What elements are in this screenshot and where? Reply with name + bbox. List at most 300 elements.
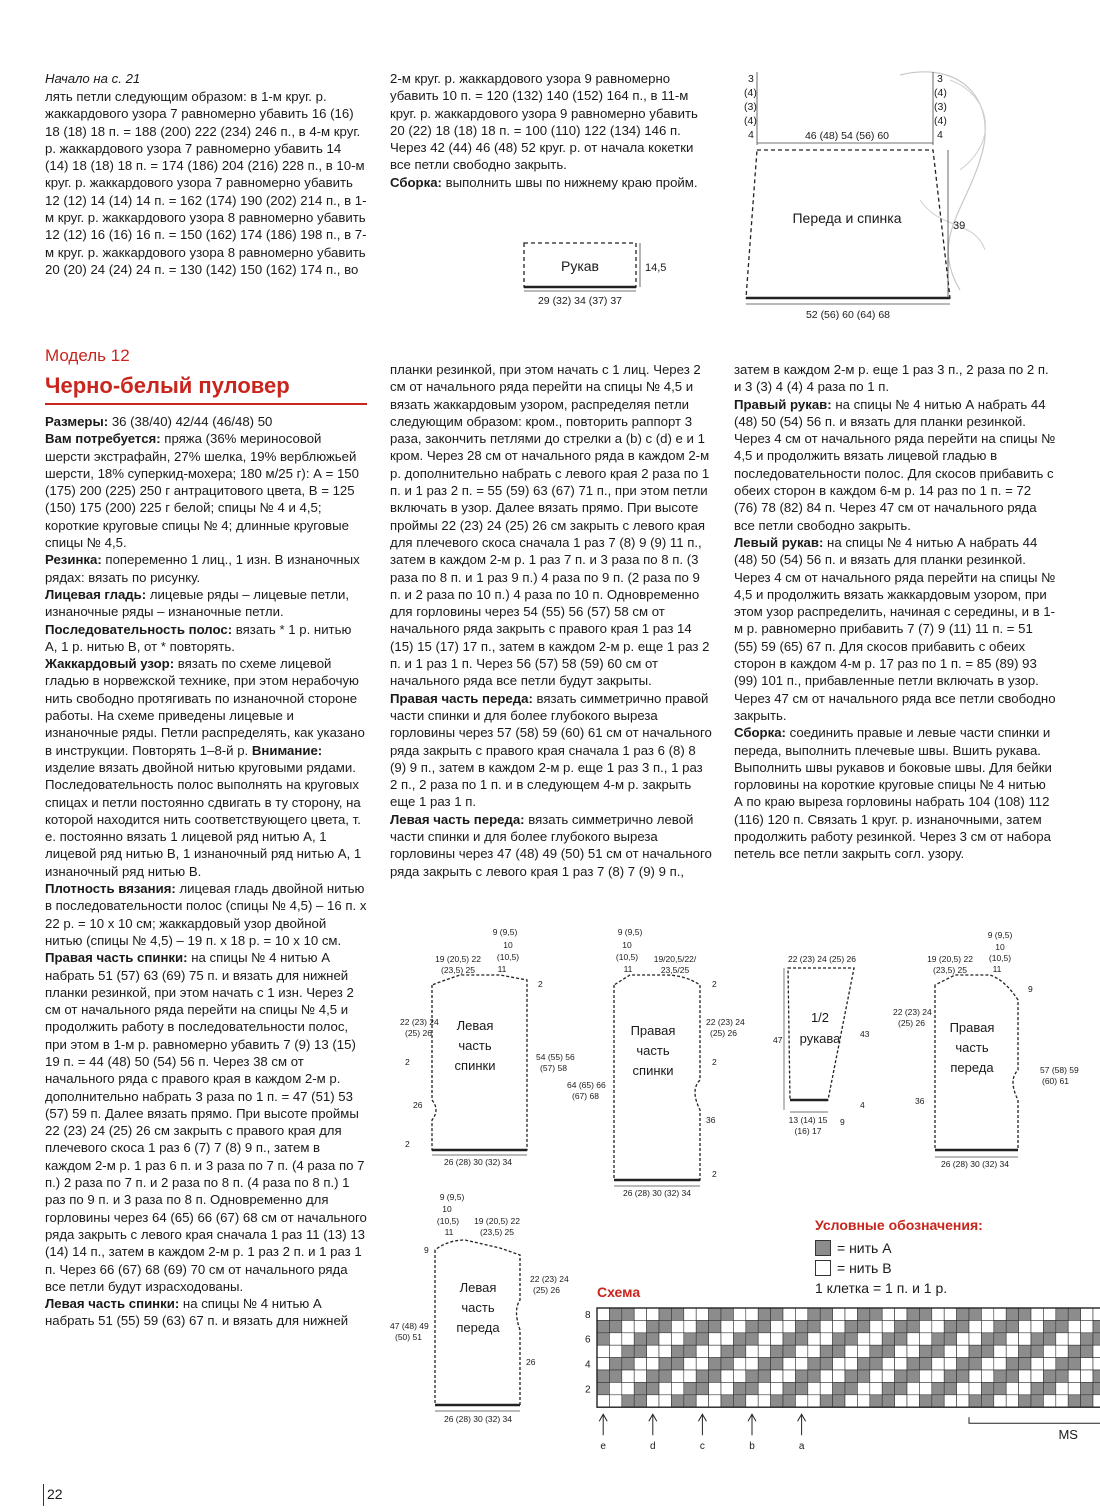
schema-cell [919,1382,931,1394]
schema-cell [957,1358,969,1370]
schema-cell [1031,1358,1043,1370]
schema-cell [1093,1370,1100,1382]
schema-cell [857,1333,869,1345]
schema-cell [857,1308,869,1320]
schema-cell [907,1320,919,1332]
schema-cell [919,1308,931,1320]
schema-arrow-label: c [699,1441,705,1453]
schema-cell [696,1395,708,1407]
svg-text:9: 9 [840,1117,845,1127]
schema-cell [932,1308,944,1320]
schema-cell [795,1395,807,1407]
schema-cell [820,1358,832,1370]
schema-cell [771,1308,783,1320]
svg-text:2: 2 [405,1057,410,1067]
schema-cell [1031,1382,1043,1394]
svg-text:4: 4 [860,1100,865,1110]
schema-cell [833,1345,845,1357]
schema-cell [709,1395,721,1407]
svg-text:23,5/25: 23,5/25 [660,965,690,975]
schema-cell [994,1320,1006,1332]
schema-cell [1006,1382,1018,1394]
schema-cell [944,1333,956,1345]
svg-text:47 (48) 49: 47 (48) 49 [390,1321,429,1331]
schema-cell [721,1370,733,1382]
column-3: затем в каждом 2-м р. еще 1 раз 3 п., 2 раза по 2 п. и 3 (3) 4 (4) 4 раза по 1 п. Правый рукав: на спицы № 4 нитью А набрать 44 (48) 50 (54) 56 п. и вязать для планки резинкой. Через 4 см от начального ряда перейти на спицы № 4,5 и продолжить вязать лицевой гладью в последовательности полос. Для скосов прибавить с обеих сторон в каждом 6-м р. 14 раз по 1 п. = 72 (76) 78 (82) 84 п. Через 47 см от начального ряда все петли свободно закрыть. Левый рукав: на спицы № 4 нитью А набрать 44 (48) 50 (54) 56 п. и вязать для планки резинкой. Через 4 см от начального ряда перейти на спицы № 4,5 и продолжить вязать жаккардовым узором, при этом узор распределить, начиная с середины, и в 1-м р. равномерно прибавить 7 (7) 9 (11) 11 п. = 51 (55) 59 (65) 67 п. Для скосов прибавить с обеих сторон в каждом 4-м р. 17 раз по 1 п. = 85 (89) 93 (99) 101 п., прибавленные петли включать в узор. Через 47 см от начального ряда все петли свободно закрыть. Сборка: соединить правые и левые части спинки и переда, выполнить плечевые швы. Вшить рукава. Выполнить швы рукавов и боковые швы. Для бейки горловины на короткие круговые спицы № 4 нитью А по краю выреза горловины набрать 104 (108) 112 (116) 120 п. Связать 1 круг. р. изнаночными, затем продолжить работу резинкой. Через 3 см от набора петель все петли закрыть согл. узору. [734,362,1056,862]
schema-cell [969,1333,981,1345]
schema-cell [907,1382,919,1394]
schema-cell [795,1308,807,1320]
schema-cell [882,1382,894,1394]
schema-cell [622,1345,634,1357]
schema-cell [709,1320,721,1332]
svg-text:9: 9 [424,1245,429,1255]
schema-cell [981,1382,993,1394]
schema-cell [895,1333,907,1345]
svg-text:57 (58) 59: 57 (58) 59 [1040,1065,1079,1075]
schema-cell [820,1333,832,1345]
schema-cell [895,1370,907,1382]
schema-cell [795,1345,807,1357]
schema-cell [981,1358,993,1370]
schema-cell [969,1358,981,1370]
schema-cell [1006,1320,1018,1332]
schema-arrow-label: b [749,1441,755,1453]
schema-cell [981,1308,993,1320]
schema-cell [957,1345,969,1357]
schema-cell [721,1333,733,1345]
schema-cell [969,1382,981,1394]
schema-cell [820,1320,832,1332]
schema-cell [857,1345,869,1357]
schema-cell [1093,1382,1100,1394]
schema-cell [733,1320,745,1332]
schema-cell [1043,1345,1055,1357]
svg-text:Левая: Левая [459,1280,497,1295]
schema-cell [882,1333,894,1345]
schema-cell [783,1382,795,1394]
svg-text:36: 36 [706,1115,716,1125]
schema-cell [1093,1395,1100,1407]
schema-cell [1019,1333,1031,1345]
schema-cell [709,1370,721,1382]
schema-cell [1043,1382,1055,1394]
schema-cell [907,1308,919,1320]
schema-cell [622,1308,634,1320]
schema-arrow-label: e [600,1441,606,1453]
svg-text:26 (28) 30 (32) 34: 26 (28) 30 (32) 34 [622,1188,692,1198]
schema-cell [981,1320,993,1332]
schema-cell [647,1395,659,1407]
schema-cell [1056,1395,1068,1407]
schema-cell [845,1395,857,1407]
model-label: Модель 12 [45,346,130,365]
schema-cell [957,1308,969,1320]
svg-text:(60) 61: (60) 61 [1042,1076,1069,1086]
schema-cell [634,1370,646,1382]
schema-cell [659,1382,671,1394]
schema-cell [1081,1370,1093,1382]
schema-cell [1006,1333,1018,1345]
svg-text:(10,5): (10,5) [988,953,1012,963]
schema-cell [709,1308,721,1320]
svg-text:(10,5): (10,5) [615,952,639,962]
schema-cell [1031,1370,1043,1382]
schema-cell [895,1320,907,1332]
schema-cell [907,1345,919,1357]
svg-text:рукава: рукава [799,1031,841,1046]
svg-text:11: 11 [992,964,1002,974]
schema-cell [696,1370,708,1382]
schema-cell [1019,1370,1031,1382]
schema-cell [907,1333,919,1345]
schema-cell [1006,1358,1018,1370]
svg-text:26: 26 [526,1357,536,1367]
schema-cell [957,1382,969,1394]
schema-cell [771,1320,783,1332]
svg-text:(50) 51: (50) 51 [395,1332,422,1342]
schema-cell [733,1308,745,1320]
schema-cell [721,1395,733,1407]
svg-text:4: 4 [748,129,754,141]
schema-cell [820,1395,832,1407]
schema-cell [808,1370,820,1382]
schema-cell [882,1308,894,1320]
schema-cell [659,1370,671,1382]
schema-cell [783,1345,795,1357]
schema-cell [919,1370,931,1382]
svg-text:2: 2 [712,1057,717,1067]
schema-cell [634,1345,646,1357]
sleeve-label: Рукав [561,258,599,274]
schema-cell [671,1308,683,1320]
schema-cell [870,1382,882,1394]
schema-cell [696,1382,708,1394]
schema-cell [1068,1382,1080,1394]
svg-text:47: 47 [773,1035,783,1045]
schema-cell [1068,1345,1080,1357]
schema-cell [957,1333,969,1345]
schema-cell [857,1358,869,1370]
schema-ms-label: MS [1058,1427,1078,1443]
schema-cell [634,1358,646,1370]
schema-cell [1031,1320,1043,1332]
schema-cell [870,1308,882,1320]
schema-cell [597,1333,609,1345]
schema-cell [969,1395,981,1407]
schema-cell [609,1345,621,1357]
schema-cell [1081,1320,1093,1332]
schema-cell [1006,1370,1018,1382]
schema-ms-bracket [969,1417,1100,1423]
schema-cell [647,1333,659,1345]
svg-text:19 (20,5) 22: 19 (20,5) 22 [927,954,973,964]
svg-text:(4): (4) [934,87,947,99]
schema-cell [932,1395,944,1407]
schema-cell [733,1382,745,1394]
schema-cell [721,1308,733,1320]
schema-cell [659,1395,671,1407]
schema-cell [733,1358,745,1370]
continued-text-col1: лять петли следующим образом: в 1-м круг. р. жаккардового узора 7 равномерно убавить 16 (16) 18 (18) 18 п. = 188 (200) 222 (234) 246 п., в 4-м круг. р. жаккардового узора 7 равномерно убавить 14 (14) 18 (18) 18 п. = 174 (186) 204 (216) 228 п., в 10-м круг. р. жаккардового узора 7 равномерно убавить 12 (12) 14 (14) 14 п. = 162 (174) 190 (202) 214 п., в 1-м круг. р. жаккардового узора 8 равномерно убавить 12 (12) 16 (16) 16 п. = 150 (162) 174 (186) 198 п., в 7-м круг. р. жаккардового узора 8 равномерно убавить 20 (20) 24 (24) 24 п. = 130 (142) 150 (162) 174 п., во [45,89,367,277]
schema-cell [932,1382,944,1394]
schema-cell [597,1358,609,1370]
schema-cell [622,1395,634,1407]
schema-cell [833,1382,845,1394]
svg-text:9 (9,5): 9 (9,5) [492,927,518,937]
svg-text:3: 3 [748,73,754,85]
schema-cell [783,1333,795,1345]
schema-cell [994,1395,1006,1407]
schema-cell [1031,1333,1043,1345]
schema-cell [895,1308,907,1320]
sleeve-height: 14,5 [645,262,667,274]
schema-cell [659,1358,671,1370]
svg-text:часть: часть [636,1043,670,1058]
schema-cell [671,1370,683,1382]
schema-cell [771,1370,783,1382]
schema-cell [1093,1320,1100,1332]
svg-text:(25) 26: (25) 26 [533,1285,560,1295]
page-tick [43,1484,44,1506]
schema-cell [609,1358,621,1370]
schema-cell [671,1320,683,1332]
schema-cell [671,1333,683,1345]
schema-cell [634,1308,646,1320]
schema-cell [795,1382,807,1394]
schema-cell [1056,1358,1068,1370]
sleeve-width: 29 (32) 34 (37) 37 [537,295,623,307]
schema-cell [833,1308,845,1320]
schema-cell [684,1370,696,1382]
schema-cell [597,1308,609,1320]
schema-cell [981,1333,993,1345]
schema-cell [1019,1358,1031,1370]
legend-title: Условные обозначения: [815,1217,983,1233]
svg-text:(67) 68: (67) 68 [572,1091,599,1101]
schema-cell [919,1345,931,1357]
schema-cell [647,1345,659,1357]
schema-cell [609,1382,621,1394]
schema-cell [820,1308,832,1320]
schema-cell [895,1382,907,1394]
schema-cell [721,1320,733,1332]
schema-cell [833,1395,845,1407]
schema-cell [1043,1395,1055,1407]
schema-cell [597,1370,609,1382]
column-1: Размеры: 36 (38/40) 42/44 (46/48) 50 Вам потребуется: пряжа (36% мериносовой шерсти экстрафайн, 27% шелка, 19% верблюжьей шерсти, 18% суперкид-мохера; 180 м/25 г): А = 150 (175) 200 (225) 250 г антрацитового цвета, В = 125 (150) 175 (200) 225 г белой; спицы № 4 и 4,5; короткие круговые спицы № 4; длинные круговые спицы № 4,5. Резинка: попеременно 1 лиц., 1 изн. В изнаночных рядах: вязать по рисунку. Лицевая гладь: лицевые ряды – лицевые петли, изнаночные ряды – изнаночные петли. Последовательность полос: вязать * 1 р. нитью А, 1 р. нитью В, от * повторять. Жаккардовый узор: вязать по схеме лицевой гладью в норвежской технике, при этом нерабочую нить свободно протягивать по изнаночной стороне работы. На схеме приведены лицевые и изнаночные ряды. Петли распределять, как указано в инструкции. Повторять 1–8-й р. Внимание: изделие вязать двойной нитью круговыми рядами. Последовательность полос выполнять на круговых спицах и петли постоянно сдвигать в ту сторону, на которой находится нить соответствующего цвета, т. е. постоянно вязать 1 лицевой ряд нитью А, 1 лицевой ряд нитью В, 1 изнаночный ряд нитью А, 1 изнаночный ряд нитью В. Плотность вязания: лицевая гладь двойной нитью в последовательности полос (спицы № 4,5) – 16 п. х 22 р. = 10 х 10 см; жаккардовый узор двойной нитью (спицы № 4,5) – 19 п. х 18 р. = 10 х 10 см. Правая часть спинки: на спицы № 4 нитью А набрать 51 (57) 63 (69) 75 п. и вязать для нижней планки резинкой, при этом начать с 1 изн. Через 2 см от начального ряда перейти на спицы № 4,5 и продолжить работу в последовательности полос, при этом в 1-м р. равномерно убавить 7 (9) 13 (15) 19 п. = 44 (48) 50 (54) 56 п. Через 38 см от начального ряда с правого края в каждом 2-м р. дополнительно набрать 3 раза по 1 п. = 47 (51) 53 (57) 59 п. Далее вязать прямо. При высоте проймы 22 (23) 24 (25) 26 см закрыть с правого края для плечевого скоса 1 раз 6 (7) 7 (8) 9 п., затем в каждом 2-м р. 1 раз 6 п. и 3 раза по 7 п. (4 раза по 7 п.) 2 раза по 7 п. и 2 раза по 8 п. (4 раза по 8 п.) 1 раз по 9 п. и 3 раза по 8 п. Одновременно для горловины через 64 (65) 66 (67) 68 см от начального ряда закрыть с левого края сначала 1 раз 11 (13) 13 (14) 14 п., затем в каждом 2-м р. 1 раз 2 п. и 1 раз 1 п. Через 66 (67) 68 (69) 70 см от начального ряда все петли будут израсходованы. Левая часть спинки: на спицы № 4 нитью А набрать 51 (55) 59 (63) 67 п. и вязать для нижней [45,414,367,1329]
schema-cell [907,1358,919,1370]
schema-cell [808,1308,820,1320]
svg-text:10: 10 [995,942,1005,952]
schema-cell [684,1308,696,1320]
svg-text:спинки: спинки [454,1058,496,1073]
schema-cell [833,1333,845,1345]
schema-cell [696,1333,708,1345]
schema-cell [994,1370,1006,1382]
schema-cell [684,1358,696,1370]
schema-cell [609,1370,621,1382]
schema-cell [1043,1333,1055,1345]
continued-text-col2: 2-м круг. р. жаккардового узора 9 равномерно убавить 10 п. = 120 (132) 140 (152) 164 п., в 11-м круг. р. жаккардового узора 9 равномерно убавить 20 (22) 18 (18) 18 п. = 100 (110) 122 (134) 146 п. Через 42 (44) 46 (48) 52 круг. р. от начала кокетки все петли свободно закрыть. Сборка: выполнить швы по нижнему краю пройм. [390,71,698,190]
schema-cell [882,1395,894,1407]
schema-cell [857,1320,869,1332]
schema-cell [845,1345,857,1357]
schema-cell [721,1382,733,1394]
schema-cell [758,1395,770,1407]
schema-cell [746,1382,758,1394]
schema-cell [969,1320,981,1332]
schema-cell [845,1358,857,1370]
continued-header: Начало на с. 21 [45,71,141,86]
schema-cell [709,1333,721,1345]
schema-cell [944,1320,956,1332]
schema-cell [808,1395,820,1407]
svg-text:(25) 26: (25) 26 [710,1028,737,1038]
schema-cell [932,1320,944,1332]
schema-cell [1093,1333,1100,1345]
svg-text:часть: часть [458,1038,492,1053]
svg-text:Левая: Левая [456,1018,494,1033]
schema-cell [758,1320,770,1332]
svg-text:(23,5) 25: (23,5) 25 [440,965,476,975]
schema-row-label-left: 4 [585,1359,591,1371]
schema-cell [622,1333,634,1345]
schema-cell [1068,1333,1080,1345]
svg-text:22 (23) 24: 22 (23) 24 [706,1017,745,1027]
body-label: Переда и спинка [792,210,902,226]
schema-cell [870,1358,882,1370]
schema-cell [870,1395,882,1407]
schema-cell [1006,1345,1018,1357]
svg-text:11: 11 [623,964,633,974]
schema-cell [758,1358,770,1370]
svg-text:54 (55) 56: 54 (55) 56 [536,1052,575,1062]
svg-text:19 (20,5) 22: 19 (20,5) 22 [435,954,481,964]
svg-text:22 (23) 24: 22 (23) 24 [400,1017,439,1027]
svg-text:(25) 26: (25) 26 [898,1018,925,1028]
svg-text:9 (9,5): 9 (9,5) [617,927,643,937]
schema-cell [609,1320,621,1332]
svg-text:22 (23) 24: 22 (23) 24 [530,1274,569,1284]
schema-cell [758,1382,770,1394]
schema-cell [1068,1370,1080,1382]
svg-text:(16) 17: (16) 17 [794,1126,822,1136]
schema-cell [721,1345,733,1357]
svg-text:2: 2 [712,979,717,989]
schema-cell [696,1345,708,1357]
schema-cell [597,1320,609,1332]
schema-cell [684,1320,696,1332]
schema-cell [746,1358,758,1370]
svg-text:Правая: Правая [949,1020,995,1035]
schema-cell [969,1308,981,1320]
svg-text:(23,5) 25: (23,5) 25 [479,1227,515,1237]
svg-text:(4): (4) [934,115,947,127]
schema-cell [808,1333,820,1345]
schema-cell [684,1333,696,1345]
svg-text:36: 36 [915,1096,925,1106]
schema-cell [845,1382,857,1394]
svg-text:10: 10 [442,1204,452,1214]
schema-cell [733,1370,745,1382]
schema-cell [758,1333,770,1345]
model-title: Черно-белый пуловер [45,373,290,398]
schema-cell [795,1370,807,1382]
schema-cell [932,1370,944,1382]
schema-cell [932,1358,944,1370]
schema-cell [696,1308,708,1320]
schema-cell [907,1395,919,1407]
schema-cell [1081,1382,1093,1394]
svg-text:(3): (3) [744,101,757,113]
schema-cell [597,1395,609,1407]
schema-cell [944,1395,956,1407]
schema-arrow-label: a [798,1441,805,1453]
schema-cell [1068,1320,1080,1332]
schema-cell [932,1345,944,1357]
body-top-width: 46 (48) 54 (56) 60 [804,130,890,142]
schema-cell [820,1345,832,1357]
schema-cell [746,1345,758,1357]
svg-text:26: 26 [413,1100,423,1110]
svg-text:спинки: спинки [632,1063,674,1078]
schema-row-label-left: 2 [585,1384,591,1396]
schema-cell [634,1320,646,1332]
schema-cell [659,1333,671,1345]
schema-cell [771,1382,783,1394]
body-bottom-width: 52 (56) 60 (64) 68 [805,309,891,321]
svg-text:2: 2 [712,1169,717,1179]
schema-cell [882,1370,894,1382]
schema-cell [1019,1395,1031,1407]
schema-cell [647,1358,659,1370]
schema-cell [833,1358,845,1370]
schema-cell [783,1308,795,1320]
schema-cell [1093,1345,1100,1357]
schema-cell [1031,1345,1043,1357]
schema-cell [1031,1395,1043,1407]
svg-text:часть: часть [461,1300,495,1315]
schema-cell [1056,1382,1068,1394]
svg-text:10: 10 [503,940,513,950]
svg-text:13 (14) 15: 13 (14) 15 [788,1115,828,1125]
schema-cell [1043,1308,1055,1320]
schema-cell [1043,1320,1055,1332]
schema-cell [944,1308,956,1320]
schema-cell [1006,1308,1018,1320]
schema-cell [895,1358,907,1370]
legend-note: 1 клетка = 1 п. и 1 р. [815,1280,948,1296]
schema-cell [870,1320,882,1332]
svg-text:11: 11 [444,1227,454,1237]
schema-cell [969,1370,981,1382]
schema-cell [671,1358,683,1370]
schema-cell [1093,1308,1100,1320]
schema-cell [783,1395,795,1407]
svg-text:3: 3 [937,73,943,85]
schema-cell [808,1358,820,1370]
schema-cell [820,1382,832,1394]
schema-cell [994,1358,1006,1370]
page-number: 22 [47,1486,63,1502]
svg-text:10: 10 [622,940,632,950]
schema-cell [771,1333,783,1345]
schema-cell [684,1345,696,1357]
schema-cell [733,1395,745,1407]
schema-cell [622,1370,634,1382]
schema-cell [671,1345,683,1357]
